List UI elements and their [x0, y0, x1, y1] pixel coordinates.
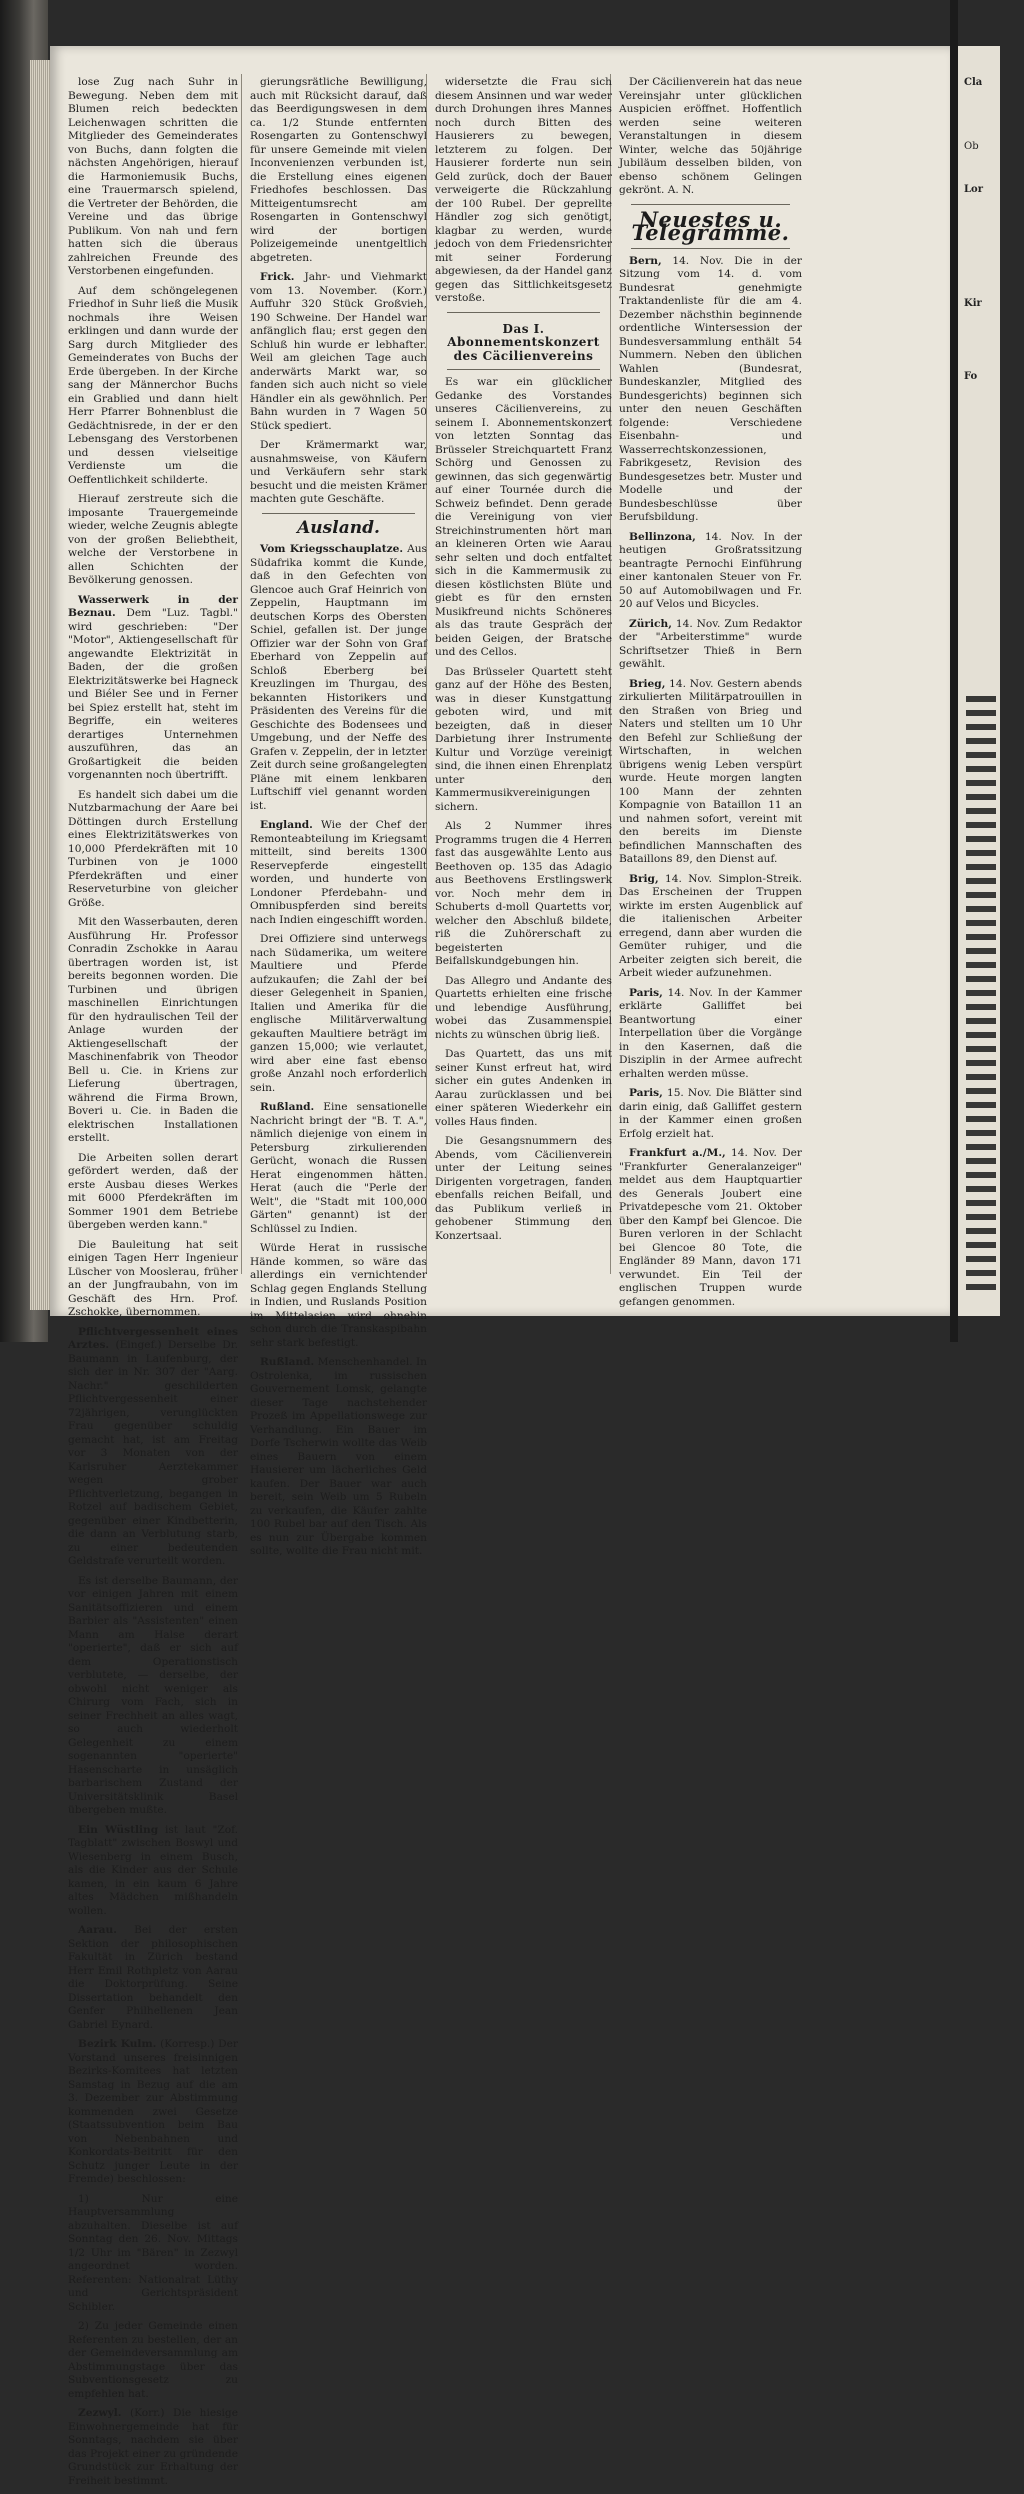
- article-paragraph: Das Brüsseler Quartett steht ganz auf der Höhe des Besten, was in dieser Kunstgattung geboten wird, und mit bezeigten, daß in dieser Darbietung ihrer Instrumente Kultur und Vorzüge vereinigt sind, die ihnen einen Ehrenplatz unter den Kammermusikvereinigungen sichern.: [435, 665, 612, 813]
- article-paragraph: widersetzte die Frau sich diesem Ansinnen und war weder durch Drohungen ihres Mannes noch durch Bitten des Hausierers zu bewegen, letzterem zu folgen. Der Hausierer forderte nun sein Geld zurück, doch der Bauer verweigerte die Rückzahlung der 100 Rubel. Der geprellte Händler zog sich genötigt, klagbar zu werden, wurde jedoch von dem Friedensrichter mit seiner Forderung abgewiesen, da der Handel ganz gegen das Sittlichkeitsgesetz verstoße.: [435, 76, 612, 304]
- article-body: 14. Nov. Simplon-Streik. Das Erscheinen der Truppen wirkte im ersten Augenblick auf die italienischen Arbeiter erregend, dann aber wurden die Gemüter ruhiger, und die Arbeiter zeigten sich bereit, die Arbeit wieder aufzunehmen.: [619, 872, 802, 979]
- article-paragraph: [250, 271, 427, 433]
- article-paragraph: [619, 1147, 802, 1309]
- article-body: 14. Nov. Zum Redaktor der "Arbeiterstimme" wurde Schriftsetzer Thieß in Bern gewählt.: [619, 617, 802, 670]
- column-2: [250, 76, 427, 1565]
- article-paragraph: gierungsrätliche Bewilligung, auch mit Rücksicht darauf, daß das Beerdigungswesen in dem ca. 1/2 Stunde entfernten Rosengarten zu Gontenschwyl für unsere Gemeinde mit vielen Inconvenienzen verbunden ist, die Erstellung eines eigenen Friedhofes beschlossen. Das Mitteigentumsrecht am Rosengarten in Gontenschwyl wird der bortigen Polizeigemeinde unentgeltlich abgetreten.: [250, 76, 427, 264]
- column-3: [435, 76, 612, 1249]
- section-title-ausland: Ausland.: [297, 517, 380, 538]
- article-body: (Eingef.) Derselbe Dr. Baumann in Laufenburg, der sich der in Nr. 307 der "Aarg. Nachr." geschilderten Pflichtvergessenheit einer 72jährigen, verunglückten Frau gegenüber schuldig gemacht hat, ist am Freitag vor 3 Monaten von der Karlsruher Aerztekammer wegen grober Pflichtverletzung, begangen in Rotzel auf badischem Gebiet, gegenüber einer Kindbetterin, die dann an Verblutung starb, zu einer bedeutenden Geldstrafe verurteilt worden.: [68, 1339, 238, 1567]
- column-4-inner: [619, 76, 802, 1309]
- section-divider: [631, 248, 790, 249]
- article-body: 14. Nov. Die in der Sitzung vom 14. d. vom Bundesrat genehmigte Traktandenliste für die am 4. Dezember nächsthin beginnende ordentliche Wintersession der Bundesversammlung enthält 54 Nummern. Neben den üblichen Wahlen (Bundesrat, Bundeskanzler, Mitglied des Bundesgerichts) beginnen sich unter den neuen Geschäften folgende: Verschiedene Eisenbahn- und Wasserrechtskonzessionen, Fabrikgesetz, Revision des Bundesgesetzes betr. Muster und Modelle und der Bundesbeschlüsse über Berufsbildung.: [619, 254, 802, 523]
- article-paragraph: [619, 873, 802, 981]
- article-paragraph: Es handelt sich dabei um die Nutzbarmachung der Aare bei Döttingen durch Erstellung eines Elektrizitätswerkes von 10,000 Pferdekräften mit 10 Turbinen von je 1000 Pferdekräften und einer Reserveturbine von gleicher Größe.: [68, 788, 238, 909]
- article-paragraph: Mit den Wasserbauten, deren Ausführung Hr. Professor Conradin Zschokke in Aarau übertragen worden ist, ist bereits begonnen worden. Die Turbinen und übrigen maschinellen Einrichtungen für den hydraulischen Teil der Anlage wurden der Aktiengesellschaft der Maschinenfabrik von Theodor Bell u. Cie. in Kriens zur Lieferung übertragen, während die Firma Brown, Boveri u. Cie. in Baden die elektrischen Installationen erstellt.: [68, 916, 238, 1144]
- fragment: Fo: [964, 371, 978, 382]
- article-paragraph: [619, 987, 802, 1082]
- column-rule: [241, 74, 242, 1274]
- section-divider: [262, 513, 415, 514]
- column-4: [619, 76, 941, 1315]
- article-paragraph: [68, 2038, 238, 2187]
- fragment: Kir: [964, 297, 982, 309]
- page-edges: [30, 60, 52, 1310]
- fragment: Lor: [964, 184, 983, 195]
- article-paragraph: [68, 1824, 238, 1919]
- article-headline: Pflichtvergessenheit eines Arztes.: [68, 1325, 238, 1351]
- article-paragraph: Die Arbeiten sollen derart gefördert werden, daß der erste Ausbau dieses Werkes mit 6000 Pferdekräften im Sommer 1901 dem Betriebe übergeben werden kann.": [68, 1151, 238, 1231]
- article-paragraph: [619, 618, 802, 672]
- dateline: Zürich,: [629, 617, 672, 630]
- article-paragraph: [250, 543, 427, 813]
- article-body: ist laut "Zof. Tagblatt" zwischen Boswyl und Wiesenberg in einem Busch, als die Kinder aus der Schule kamen, in ein kaum 6 Jahre altes Mädchen mißhandeln wollen.: [68, 1823, 238, 1917]
- article-headline: Rußland.: [260, 1101, 315, 1113]
- dateline: Paris,: [629, 1087, 663, 1099]
- next-page-fragments: [964, 76, 1024, 384]
- article-paragraph: [250, 1356, 427, 1559]
- page-gutter: [950, 0, 958, 1342]
- article-headline: Zezwyl.: [78, 2407, 122, 2419]
- article-body: 14. Nov. In der Kammer erklärte Galliffet bei Beantwortung einer Interpellation über die Vorgänge in den Kasernen, daß die Disziplin in der Armee aufrecht erhalten werden müsse.: [619, 986, 802, 1080]
- ornament-border: [966, 696, 996, 1296]
- article-paragraph: Der Krämermarkt war, ausnahmsweise, von Käufern und Verkäufern sehr stark besucht und die meisten Krämer machten gute Geschäfte.: [250, 439, 427, 505]
- fragment: Ob: [964, 140, 979, 152]
- newspaper-page: [50, 46, 950, 2487]
- article-paragraph: Es ist derselbe Baumann, der vor einigen Jahren mit einem Sanitätsoffizieren und einem Barbier als "Assistenten" einen Mann am Halse derart "operierte", daß er sich auf dem Operationstisch verblutete, — derselbe, der obwohl nicht weniger als Chirurg vom Fach, sich in seiner Frechheit an alles wagt, so auch wiederholt Gelegenheit zu einem sogenannten "operierte" Hasenscharte in unsäglich barbarischem Zustand der Universitätsklinik Basel übergeben mußte.: [68, 1574, 238, 1816]
- article-headline: Ein Wüstling: [78, 1823, 159, 1836]
- column-1: [68, 76, 238, 2494]
- article-paragraph: Hierauf zerstreute sich die imposante Trauergemeinde wieder, welche Zeugnis ablegte von der großen Beliebtheit, welche der Verstorbene in allen Schichten der Bevölkerung genossen.: [68, 493, 238, 586]
- article-paragraph: 1) Nur eine Hauptversammlung abzuhalten. Dieselbe ist auf Sonntag den 26. Nov. Mittags 1/2 Uhr im "Bären" in Zezwyl angeordnet worden. Referenten: Nationalrat Lüthy und Gerichtspräsident Schibler.: [68, 2192, 238, 2313]
- article-paragraph: [619, 255, 802, 525]
- article-paragraph: Es war ein glücklicher Gedanke des Vorstandes unseres Cäcilienvereins, zu seinem I. Abonnementskonzert von letzten Sonntag das Brüsseler Streichquartett Franz Schörg und Genossen zu gewinnen, das sich gegenwärtig auf einer Tournée durch die Schweiz befindet. Denn gerade die Vereinigung von vier Streichinstrumenten hört man an kleineren Orten wie Aarau sehr selten und doch entfaltet sich in die Kammermusik zu diesen köstlichsten Blüte und giebt es für den ernsten Musikfreund nichts Schöneres als das traute Gespräch der beiden Geigen, der Bratsche und des Cellos.: [435, 376, 612, 658]
- article-headline: Bezirk Kulm.: [78, 2038, 157, 2050]
- dateline: Bern,: [629, 254, 662, 267]
- article-paragraph: [250, 819, 427, 927]
- article-paragraph: Würde Herat in russische Hände kommen, so wäre das allerdings ein vernichtender Schlag gegen Englands Stellung in Indien, und Ruslands Position im Mittelasien wird ohnehin schon durch die Transkaspibahn sehr stark befestigt.: [250, 1242, 427, 1349]
- section-title-telegrams: Neuestes u. Telegramme.: [631, 206, 790, 245]
- dateline: Frankfurt a./M.,: [629, 1147, 726, 1159]
- article-body: Wie der Chef der Remonteabteilung im Kriegsamt mitteilt, sind bereits 1300 Reservepferde eingestellt worden, und hunderte von Londoner Pferdebahn- und Omnibuspferden sind bereits nach Indien eingeschifft worden.: [250, 819, 427, 926]
- article-headline: England.: [260, 819, 313, 831]
- article-body: Menschenhandel. In Ostrolenka, im russischen Gouvernement Lomsk, gelangte dieser Tage nachstehender Prozeß im Appellationswege zur Verhandlung. Ein Bauer im Dorfe Tscherwin wollte das Weib eines Bauern von einem Hausierer um lächerliches Geld kaufen. Der Bauer war auch bereit, sein Weib um 5 Rubeln zu verkaufen, die Käufer zahlte 100 Rubel bar auf den Tisch. Als es nun zur Übergabe kommen sollte, wollte die Frau nicht mit.: [250, 1356, 427, 1557]
- dateline: Paris,: [629, 986, 663, 999]
- dateline: Brig,: [629, 872, 659, 885]
- article-headline: Wasserwerk in der Beznau.: [68, 593, 238, 619]
- article-body: (Korr.) Die hiesige Einwohnergemeinde hat für Sonntags, nachdem sie über das Projekt einer zu gründende Grundstück zur Erhaltung der Freiheit bestimmt.: [68, 2407, 238, 2487]
- article-paragraph: Drei Offiziere sind unterwegs nach Südamerika, um weitere Maultiere und Pferde aufzukaufen; die Zahl der bei dieser Gelegenheit in Spanien, Italien und Amerika für die englische Militärverwaltung gekauften Maultiere beträgt im ganzen 15,000; wie verlautet, wird aber eine fast ebenso große Anzahl noch erforderlich sein.: [250, 933, 427, 1094]
- article-headline: Aarau.: [78, 1924, 117, 1936]
- article-headline: Frick.: [260, 271, 295, 283]
- article-headline: Rußland.: [260, 1356, 315, 1368]
- article-body: 14. Nov. Der "Frankfurter Generalanzeiger" meldet aus dem Hauptquartier des Generals Joubert eine Privatdepesche vom 21. Oktober über den Kampf bei Glencoe. Die Buren verloren in der Schlacht bei Glencoe 80 Tote, die Engländer 89 Mann, davon 171 verwundet. Ein Teil der englischen Truppen wurde gefangen genommen.: [619, 1147, 802, 1308]
- article-paragraph: Auf dem schöngelegenen Friedhof in Suhr ließ die Musik nochmals ihre Weisen erklingen und dann wurde der Sarg durch Mitglieder des Gemeinderates von Buchs der Erde übergeben. In der Kirche sang der Männerchor Buchs ein Grablied und dann hielt Herr Pfarrer Bohnenblust die Gedächtnisrede, in der er den Lebensgang des Verstorbenen und dessen vielseitige Verdienste um die Oeffentlichkeit schilderte.: [68, 284, 238, 486]
- article-body: 14. Nov. In der heutigen Großratssitzung beantragte Pernochi Einführung einer kantonalen Steuer von Fr. 50 auf Automobilwagen und Fr. 20 auf Velos und Bicycles.: [619, 530, 802, 610]
- article-body: Aus Südafrika kommt die Kunde, daß in den Gefechten von Glencoe auch Graf Heinrich von Zeppelin, Hauptmann im deutschen Korps des Obersten Schiel, gefallen ist. Der junge Offizier war der Sohn von Graf Eberhard von Zeppelin auf Schloß Eberberg bei Kreuzlingen im Thurgau, des bekannten Historikers und Präsidenten des Vereins für die Geschichte des Bodensees und Umgebung, und der Neffe des Grafen v. Zeppelin, der in letzter Zeit durch seine großangelegten Pläne mit einem lenkbaren Luftschiff viel genannt worden ist.: [250, 543, 427, 812]
- article-body: Dem "Luz. Tagbl." wird geschrieben: "Der "Motor", Aktiengesellschaft für angewandte Elektrizität in Baden, der die großen Elektrizitätswerke bei Hagneck und Biéler See und in Ferner bei Spiez erstellt hat, steht im Begriffe, ein weiteres derartiges Unternehmen auszuführen, das an Großartigkeit die beiden vorgenannten noch übertrifft.: [68, 607, 238, 781]
- article-paragraph: [68, 1326, 238, 1569]
- section-divider: [447, 312, 600, 313]
- next-page-strip: [958, 46, 1000, 1316]
- article-paragraph: [619, 678, 802, 867]
- article-paragraph: Das Quartett, das uns mit seiner Kunst erfreut hat, wird sicher ein gutes Andenken in Aarau zurücklassen und bei einer späteren Wiederkehr ein volles Haus finden.: [435, 1048, 612, 1128]
- article-body: Jahr- und Viehmarkt vom 13. November. (Korr.) Auffuhr 320 Stück Großvieh, 190 Schweine. Der Handel war anfänglich flau; erst gegen den Schluß hin wurde er lebhafter. Weil am gleichen Tage auch anderwärts Markt war, so fanden sich auch nicht so viele Händler ein als gewöhnlich. Per Bahn wurden in 7 Wagen 50 Stück spediert.: [250, 271, 427, 432]
- article-body: 14. Nov. Gestern abends zirkulierten Militärpatrouillen in den Straßen von Brieg und Naters und stellten um 10 Uhr den Befehl zur Schließung der Wirtschaften, in welchen übrigens wenig Leben verspürt wurde. Heute morgen langten 100 Mann der zehnten Kompagnie von Bataillon 11 an und nahmen sofort, vereint mit den bereits im Dienste befindlichen Mannschaften des Bataillons 89, den Dienst auf.: [619, 677, 803, 865]
- article-paragraph: Die Bauleitung hat seit einigen Tagen Herr Ingenieur Lüscher von Mooslerau, früher an der Jungfraubahn, von im Geschäft des Hrn. Prof. Zschokke, übernommen.: [68, 1238, 238, 1318]
- section-divider: [631, 204, 790, 205]
- article-headline: Vom Kriegsschauplatze.: [260, 543, 404, 555]
- article-paragraph: Als 2 Nummer ihres Programms trugen die 4 Herren fast das ausgewählte Lento aus Beethoven op. 135 das Adagio aus Beethovens Erstlingswerk vor. Noch mehr dem in Schuberts d-moll Quartetts vor, welcher den Abschluß bildete, riß die Zuhörerschaft zu begeisterten Beifallskundgebungen hin.: [435, 820, 612, 967]
- article-body: Bei der ersten Sektion der philosophischen Fakultät in Zürich bestand Herr Emil Rothpletz von Aarau die Doktorprüfung. Seine Dissertation behandelt den Genfer Philhellenen Jean Gabriel Eynard.: [68, 1924, 238, 2031]
- article-paragraph: [250, 1101, 427, 1236]
- article-paragraph: [68, 2407, 238, 2488]
- article-body: (Korresp.) Der Vorstand unseres freisinnigen Bezirks-Komitees hat letzten Samstag in Bezug auf die am 3. Dezember zur Abstimmung kommenden zwei Gesetze (Staatssubvention beim Bau von Nebenbahnen und Konkordats-Beitritt für den Schutz junger Leute in der Fremde) beschlossen:: [68, 2038, 238, 2185]
- fragment: Cla: [964, 77, 983, 88]
- section-divider: [447, 369, 600, 370]
- article-body: Eine sensationelle Nachricht bringt der "B. T. A.", nämlich diejenige von einem in Petersburg zirkulierenden Gerücht, wonach die Russen Herat eingenommen hätten. Herat (auch die "Perle der Welt", die "Stadt mit 100,000 Gärten" genannt) ist der Schlüssel zu Indien.: [250, 1101, 427, 1235]
- article-paragraph: lose Zug nach Suhr in Bewegung. Neben dem mit Blumen reich bedeckten Leichenwagen schritten die Mitglieder des Gemeinderates von Buchs, dann folgten die nächsten Angehörigen, hierauf die Harmoniemusik Buchs, eine Trauermarsch spielend, die Vertreter der Behörden, die Vereine und das übrige Publikum. Von nah und fern hatten sich die überaus zahlreichen Freunde des Verstorbenen eingefunden.: [68, 76, 238, 277]
- article-paragraph: [619, 531, 802, 612]
- dateline: Bellinzona,: [629, 530, 696, 543]
- article-paragraph: [68, 1924, 238, 2032]
- article-paragraph: [619, 1087, 802, 1141]
- article-paragraph: Die Gesangsnummern des Abends, vom Cäcilienverein unter der Leitung seines Dirigenten vorgetragen, fanden ebenfalls reichen Beifall, und das Publikum verließ in gehobener Stimmung den Konzertsaal.: [435, 1135, 612, 1242]
- article-paragraph: 2) Zu jeder Gemeinde einen Referenten zu bestellen, der an der Gemeindeversammlung am Abstimmungstage über das Subventionsgesetz zu empfehlen hat.: [68, 2320, 238, 2400]
- article-paragraph: Das Allegro und Andante des Quartetts erhielten eine frische und lebendige Ausführung, wobei das Zusammenspiel nichts zu wünschen übrig ließ.: [435, 974, 612, 1041]
- dateline: Brieg,: [629, 677, 666, 690]
- section-title-concert: Das I. Abonnementskonzert des Cäcilienvereins: [447, 321, 600, 363]
- article-paragraph: Der Cäcilienverein hat das neue Vereinsjahr unter glücklichen Auspicien eröffnet. Hoffentlich werden seine weiteren Veranstaltungen in diesem Winter, welche das 50jährige Jubiläum desselben bilden, von ebenso schönem Gelingen gekrönt. A. N.: [619, 76, 802, 196]
- article-paragraph: [68, 594, 238, 783]
- article-body: 15. Nov. Die Blätter sind darin einig, daß Galliffet gestern in der Kammer einen großen Erfolg erzielt hat.: [619, 1087, 802, 1140]
